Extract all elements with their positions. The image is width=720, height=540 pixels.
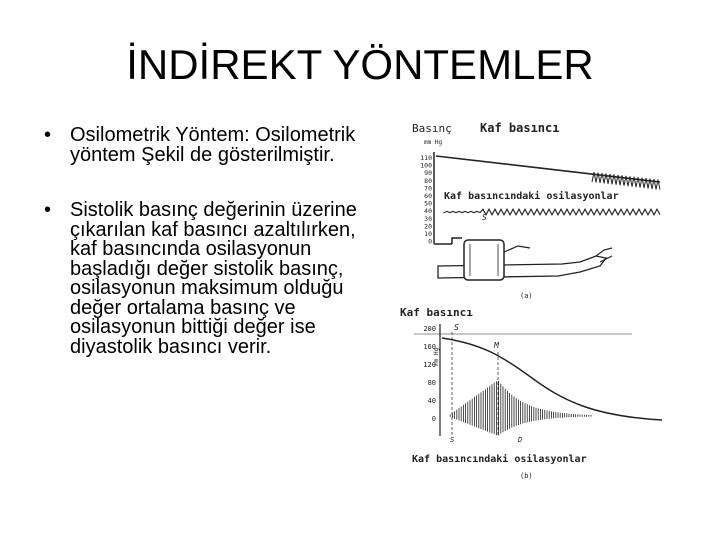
bottom-oscillation-envelope	[448, 381, 591, 436]
y-tick-label: 120	[423, 361, 436, 369]
bottom-marker-m: M	[494, 341, 499, 350]
bottom-marker-d: D	[518, 436, 523, 444]
y-tick-label: 160	[423, 343, 436, 351]
y-tick-label: 20	[424, 222, 432, 231]
oscillometric-figure	[392, 116, 666, 488]
y-tick-label: 80	[427, 379, 436, 387]
y-tick-label: 60	[424, 192, 432, 200]
y-tick-label: 100	[420, 161, 432, 170]
top-panel	[412, 121, 660, 300]
y-tick-label: 50	[424, 199, 432, 208]
top-marker-s: S	[482, 213, 487, 222]
top-pulse-spikes	[592, 172, 660, 189]
bottom-oscillation-label: Kaf basıncındaki osilasyonlar	[412, 454, 587, 465]
bullet-text: Osilometrik Yöntem: Osilometrik yöntem Şekil de gösterilmiştir.	[70, 124, 356, 166]
y-tick-label: 70	[424, 184, 432, 193]
bottom-cuff-curve	[442, 338, 662, 420]
bullet-list	[40, 126, 370, 393]
y-tick-label: 10	[424, 230, 432, 238]
bottom-panel-label: (b)	[520, 472, 533, 480]
y-tick-label: 90	[424, 169, 432, 178]
bottom-curve-label: Kaf basıncı	[400, 306, 473, 319]
y-tick-label: 0	[428, 237, 432, 246]
slide-title: İNDİREKT YÖNTEMLER	[126, 41, 594, 88]
y-tick-label: 200	[423, 325, 436, 333]
bullet-text: Sistolik basınç değerinin üzerine çıkarılan kaf basıncı azaltılırken, kaf basıncında osilasyonun başladığı değer sistolik basınç, osilasyonun maksimum olduğu değer ortalama basınç ve osilasyonun bittiği değer ise diyastolik basıncı verir.	[70, 199, 357, 358]
top-oscillation-trace	[444, 209, 660, 215]
top-axis-title: Basınç	[412, 122, 452, 135]
y-tick-label: 40	[424, 207, 432, 216]
bullet-marker: •	[44, 124, 52, 146]
bullet-item	[40, 126, 370, 165]
y-tick-label: 0	[431, 415, 436, 423]
top-oscillation-label: Kaf basıncındaki osilasyonlar	[444, 191, 619, 202]
top-panel-label: (a)	[520, 292, 533, 300]
bullet-item	[40, 201, 370, 357]
y-tick-label: 40	[427, 397, 436, 405]
bottom-unit: mm Hg	[433, 347, 440, 366]
y-tick-label: 110	[420, 154, 432, 162]
y-tick-label: 30	[424, 214, 432, 223]
bottom-marker-s-low: S	[450, 436, 455, 444]
top-unit: mm Hg	[424, 139, 443, 146]
bullet-marker: •	[44, 199, 52, 221]
top-curve-label: Kaf basıncı	[480, 121, 560, 135]
bottom-panel	[400, 306, 662, 480]
y-tick-label: 80	[424, 176, 432, 185]
bottom-y-ticks	[423, 325, 436, 423]
bottom-marker-s: S	[454, 323, 459, 332]
top-y-ticks	[420, 154, 432, 246]
arm-cuff-illustration	[438, 238, 612, 280]
